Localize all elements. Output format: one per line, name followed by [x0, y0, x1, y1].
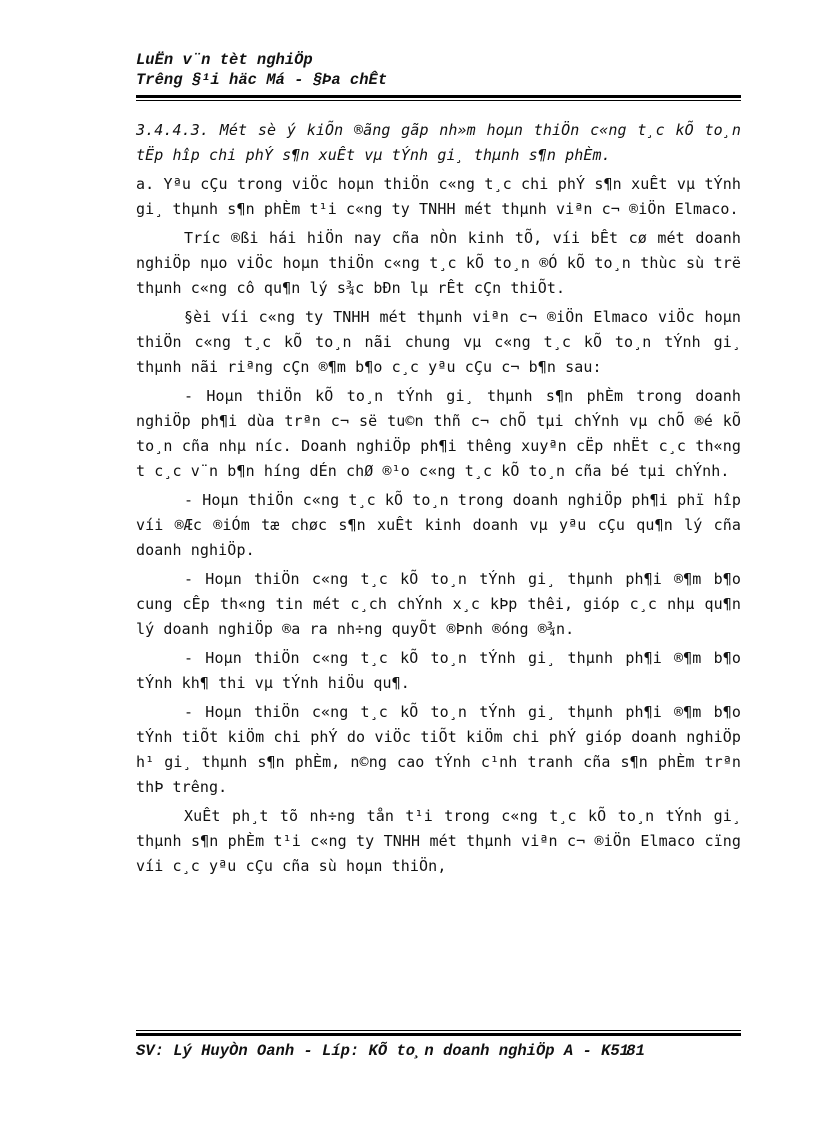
header-rule-thin: [136, 100, 741, 101]
list-item: - Hoµn thiÖn kÕ to¸n tÝnh gi¸ thµnh s¶n phÈm trong doanh nghiÖp ph¶i dùa trªn c¬ së tu©n thñ c¬ chÕ tµi chÝnh vµ chÕ ®é kÕ to¸n cña nhµ níc. Doanh nghiÖp ph¶i thêng xuyªn cËp nhËt c¸c th«ng t c¸c v¨n b¶n híng dÉn chØ ®¹o c«ng t¸c kÕ to¸n cña bé tµi chÝnh.: [136, 387, 741, 480]
header-rule-thick: [136, 95, 741, 98]
paragraph: Tríc ®ßi hái hiÖn nay cña nÒn kinh tÕ, víi bÊt cø mét doanh nghiÖp nµo viÖc hoµn thiÖn c«ng t¸c kÕ to¸n ®Ó kÕ to¸n thùc sù trë thµnh c«ng cô qu¶n lý s¾c bÐn lµ rÊt cÇn thiÕt.: [136, 229, 741, 297]
section-heading: 3.4.4.3. Mét sè ý kiÕn ®ãng gãp nh»m hoµn thiÖn c«ng t¸c kÕ to¸n tËp hîp chi phÝ s¶n xuÊt vµ tÝnh gi¸ thµnh s¶n phÈm.: [136, 121, 741, 164]
page-number: 81: [626, 1042, 645, 1060]
list-item: - Hoµn thiÖn c«ng t¸c kÕ to¸n tÝnh gi¸ thµnh ph¶i ®¶m b¶o tÝnh kh¶ thi vµ tÝnh hiÖu qu¶.: [136, 649, 741, 692]
footer-rule-thick: [136, 1033, 741, 1036]
list-item: - Hoµn thiÖn c«ng t¸c kÕ to¸n tÝnh gi¸ thµnh ph¶i ®¶m b¶o cung cÊp th«ng tin mét c¸ch chÝnh x¸c kÞp thêi, gióp c¸c nhµ qu¶n lý doanh nghiÖp ®a ra nh÷ng quyÕt ®Þnh ®óng ®¾n.: [136, 570, 741, 638]
list-item: - Hoµn thiÖn c«ng t¸c kÕ to¸n trong doanh nghiÖp ph¶i phï hîp víi ®Æc ®iÓm tæ chøc s¶n xuÊt kinh doanh vµ yªu cÇu qu¶n lý cña doanh nghiÖp.: [136, 491, 741, 559]
thesis-label: LuËn v¨n tèt nghiÖp: [136, 51, 313, 69]
page-footer: [136, 1041, 741, 1061]
page-body: [136, 118, 741, 883]
page-header: [136, 50, 741, 90]
footer-rule-thin: [136, 1030, 741, 1031]
student-info: SV: Lý HuyÒn Oanh - Líp: KÕ to¸n doanh nghiÖp A - K51: [136, 1042, 629, 1060]
paragraph-requirements-title: a. Yªu cÇu trong viÖc hoµn thiÖn c«ng t¸c chi phÝ s¶n xuÊt vµ tÝnh gi¸ thµnh s¶n phÈm t¹i c«ng ty TNHH mét thµnh viªn c¬ ®iÖn Elmaco.: [136, 175, 741, 218]
paragraph: XuÊt ph¸t tõ nh÷ng tån t¹i trong c«ng t¸c kÕ to¸n tÝnh gi¸ thµnh s¶n phÈm t¹i c«ng ty TNHH mét thµnh viªn c¬ ®iÖn Elmaco cïng víi c¸c yªu cÇu cña sù hoµn thiÖn,: [136, 807, 741, 875]
paragraph: §èi víi c«ng ty TNHH mét thµnh viªn c¬ ®iÖn Elmaco viÖc hoµn thiÖn c«ng t¸c kÕ to¸n nãi chung vµ c«ng t¸c kÕ to¸n tÝnh gi¸ thµnh nãi riªng cÇn ®¶m b¶o c¸c yªu cÇu c¬ b¶n sau:: [136, 308, 741, 376]
list-item: - Hoµn thiÖn c«ng t¸c kÕ to¸n tÝnh gi¸ thµnh ph¶i ®¶m b¶o tÝnh tiÕt kiÖm chi phÝ do viÖc tiÕt kiÖm chi phÝ gióp doanh nghiÖp h¹ gi¸ thµnh s¶n phÈm, n©ng cao tÝnh c¹nh tranh cña s¶n phÈm trªn thÞ trêng.: [136, 703, 741, 796]
university-name: Trêng §¹i häc Má - §Þa chÊt: [136, 71, 388, 89]
